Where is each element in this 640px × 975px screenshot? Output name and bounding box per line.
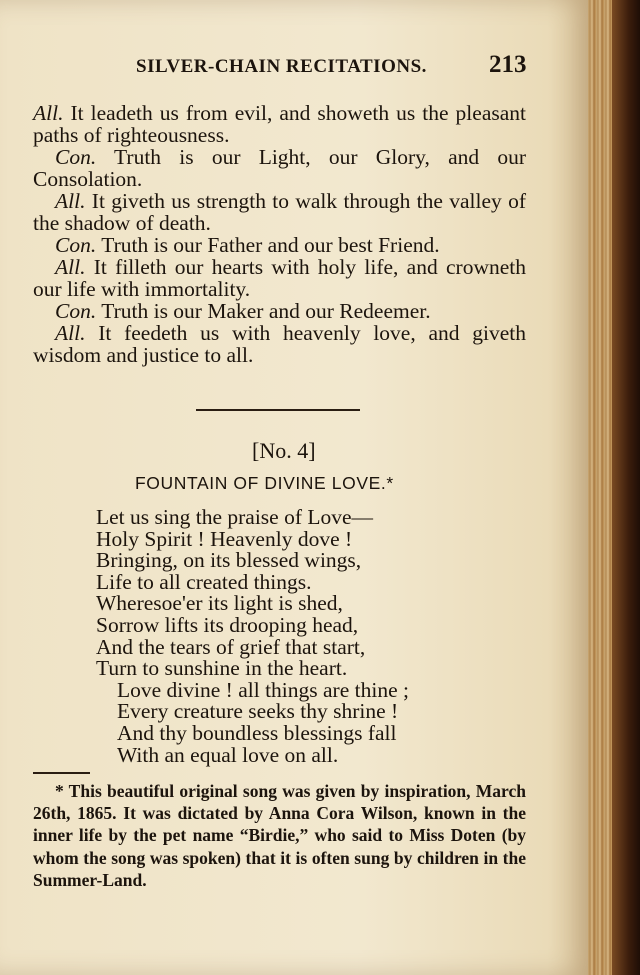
running-head: SILVER-CHAIN RECITATIONS. [136,56,427,77]
speaker-label: All. [55,189,86,213]
line-text: Truth is our Maker and our Redeemer. [96,299,431,323]
section-divider [196,409,360,411]
chorus-line: Love divine ! all things are thine ; [117,677,409,702]
hymn-line: Bringing, on its blessed wings, [96,548,362,573]
responsive-line [33,146,526,190]
hymn-line: And the tears of grief that start, [96,634,366,659]
chorus-line: Every creature seeks thy shrine ! [117,699,399,724]
responsive-line [33,190,526,234]
hymn-verse [96,507,409,766]
chorus-line: With an equal love on all. [117,742,339,767]
speaker-label: All. [55,321,86,345]
line-text: It leadeth us from evil, and showeth us the pleasant paths of righteousness. [33,101,526,147]
hymn-line: Life to all created things. [96,569,312,594]
hymn-line: Turn to sunshine in the heart. [96,656,348,681]
hymn-line: Let us sing the praise of Love— [96,505,374,529]
line-text: It filleth our hearts with holy life, and crowneth our life with immortality. [33,255,526,301]
line-text: Truth is our Light, our Glory, and our Consolation. [33,145,526,191]
hymn-line: Wheresoe'er its light is shed, [96,591,343,616]
speaker-label: Con. [55,145,97,169]
page-number: 213 [489,51,527,78]
footnote-text: * This beautiful original song was given by inspiration, March 26th, 1865. It was dictated by Anna Cora Wilson, known in the inner life by the pet name “Birdie,” who said to Miss Doten (by whom the song was spoken) that it is often sung by children in the Summer-Land. [33,781,526,890]
speaker-label: All. [33,101,64,125]
responsive-line [33,102,526,146]
chorus-line: And thy boundless blessings fall [117,720,397,745]
responsive-line [33,322,526,366]
footnote [33,780,526,891]
speaker-label: Con. [55,299,97,323]
responsive-reading [33,102,526,366]
hymn-line: Holy Spirit ! Heavenly dove ! [96,526,353,551]
responsive-line [33,256,526,300]
line-text: It giveth us strength to walk through the valley of the shadow of death. [33,189,526,235]
song-title: FOUNTAIN OF DIVINE LOVE.* [135,473,394,493]
speaker-label: All. [55,255,86,279]
footnote-divider [33,772,90,774]
line-text: Truth is our Father and our best Friend. [96,233,440,257]
line-text: It feedeth us with heavenly love, and giveth wisdom and justice to all. [33,321,526,367]
responsive-line [33,300,526,322]
song-number: [No. 4] [252,438,316,463]
responsive-line [33,234,526,256]
hymn-line: Sorrow lifts its drooping head, [96,612,359,637]
speaker-label: Con. [55,233,97,257]
book-cover-edge [612,0,640,975]
